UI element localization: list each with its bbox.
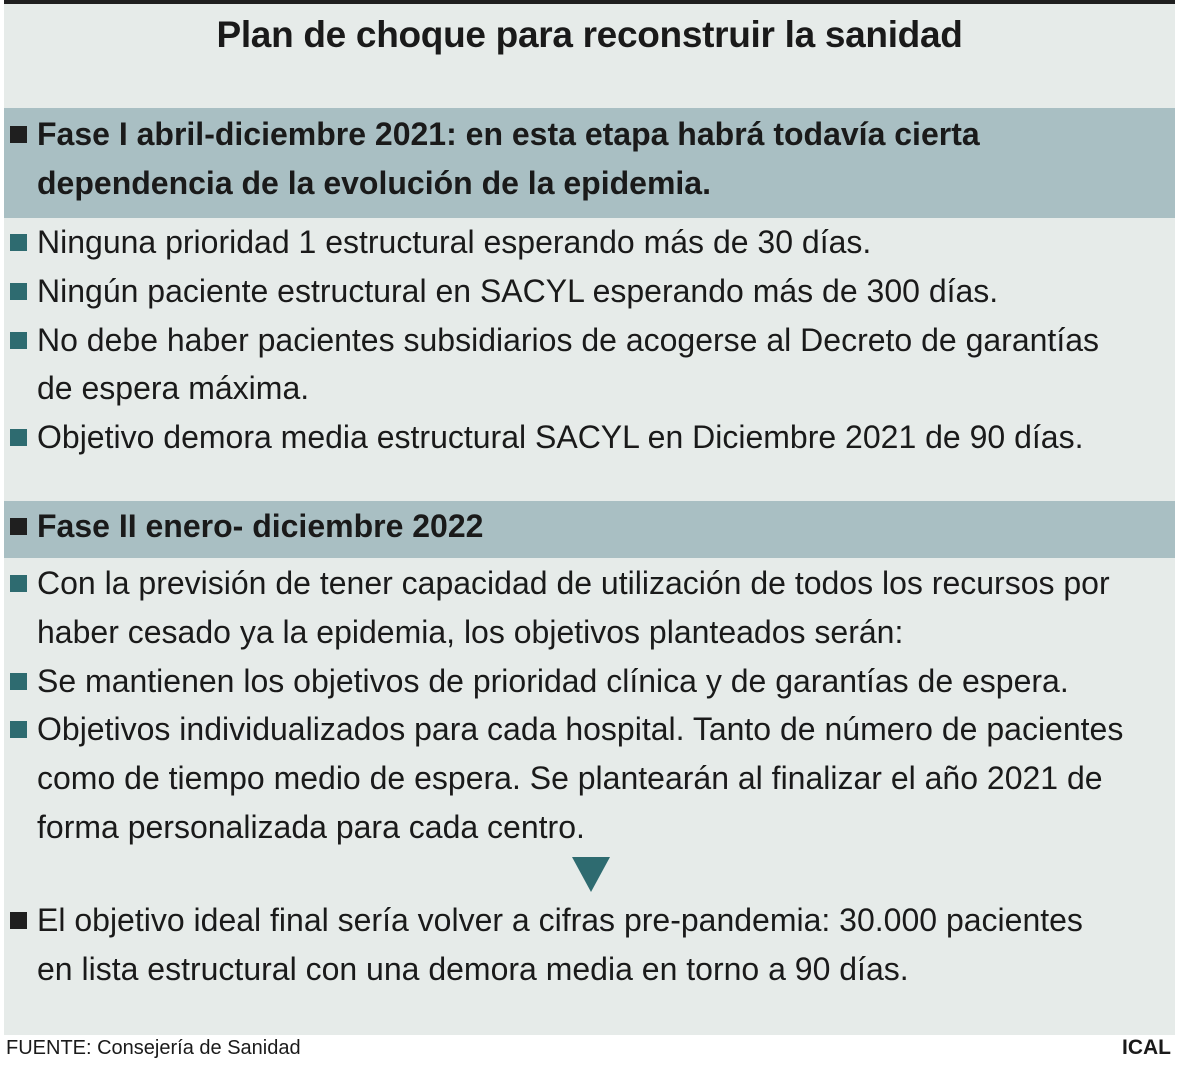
list-item-text: Ningún paciente estructural en SACYL esperando más de 300 días.	[37, 273, 999, 309]
list-item	[10, 267, 998, 316]
list-item	[10, 705, 1123, 754]
down-triangle-icon	[572, 857, 610, 892]
teal-square-icon	[10, 575, 27, 592]
list-item	[10, 316, 1099, 365]
phase-1-heading	[10, 110, 980, 159]
list-item	[10, 413, 1083, 462]
list-item-text: Con la previsión de tener capacidad de utilización de todos los recursos por	[37, 565, 1110, 601]
list-item-continuation: de espera máxima.	[37, 370, 310, 406]
list-item	[10, 218, 871, 267]
phase-2-heading	[10, 502, 483, 551]
list-item	[10, 657, 1069, 706]
list-item-text: Ninguna prioridad 1 estructural esperando más de 30 días.	[37, 224, 872, 260]
brand-logo-text: ICAL	[1122, 1036, 1171, 1059]
teal-square-icon	[10, 332, 27, 349]
conclusion	[10, 896, 1083, 945]
phase-1-heading-line2: dependencia de la evolución de la epidemia.	[37, 165, 711, 201]
page-title: Plan de choque para reconstruir la sanidad	[216, 14, 963, 55]
list-item	[10, 559, 1110, 608]
phase-2-heading-text: Fase II enero- diciembre 2022	[37, 508, 484, 544]
conclusion-line1: El objetivo ideal final sería volver a cifras pre-pandemia: 30.000 pacientes	[37, 902, 1083, 938]
black-square-icon	[10, 518, 27, 535]
source-note: FUENTE: Consejería de Sanidad	[6, 1037, 301, 1059]
list-item-continuation: haber cesado ya la epidemia, los objetivos planteados serán:	[37, 614, 904, 650]
phase-1-heading-line1: Fase I abril-diciembre 2021: en esta etapa habrá todavía cierta	[37, 116, 980, 152]
list-item-text: Objetivo demora media estructural SACYL en Diciembre 2021 de 90 días.	[37, 419, 1084, 455]
black-square-icon	[10, 912, 27, 929]
teal-square-icon	[10, 721, 27, 738]
teal-square-icon	[10, 283, 27, 300]
black-square-icon	[10, 126, 27, 143]
conclusion-line2: en lista estructural con una demora media en torno a 90 días.	[37, 951, 909, 987]
list-item-text: Objetivos individualizados para cada hospital. Tanto de número de pacientes	[37, 711, 1124, 747]
list-item-continuation: forma personalizada para cada centro.	[37, 809, 585, 845]
teal-square-icon	[10, 673, 27, 690]
list-item-text: Se mantienen los objetivos de prioridad clínica y de garantías de espera.	[37, 663, 1069, 699]
teal-square-icon	[10, 234, 27, 251]
teal-square-icon	[10, 429, 27, 446]
list-item-text: No debe haber pacientes subsidiarios de acogerse al Decreto de garantías	[37, 322, 1099, 358]
list-item-continuation: como de tiempo medio de espera. Se plantearán al finalizar el año 2021 de	[37, 760, 1103, 796]
